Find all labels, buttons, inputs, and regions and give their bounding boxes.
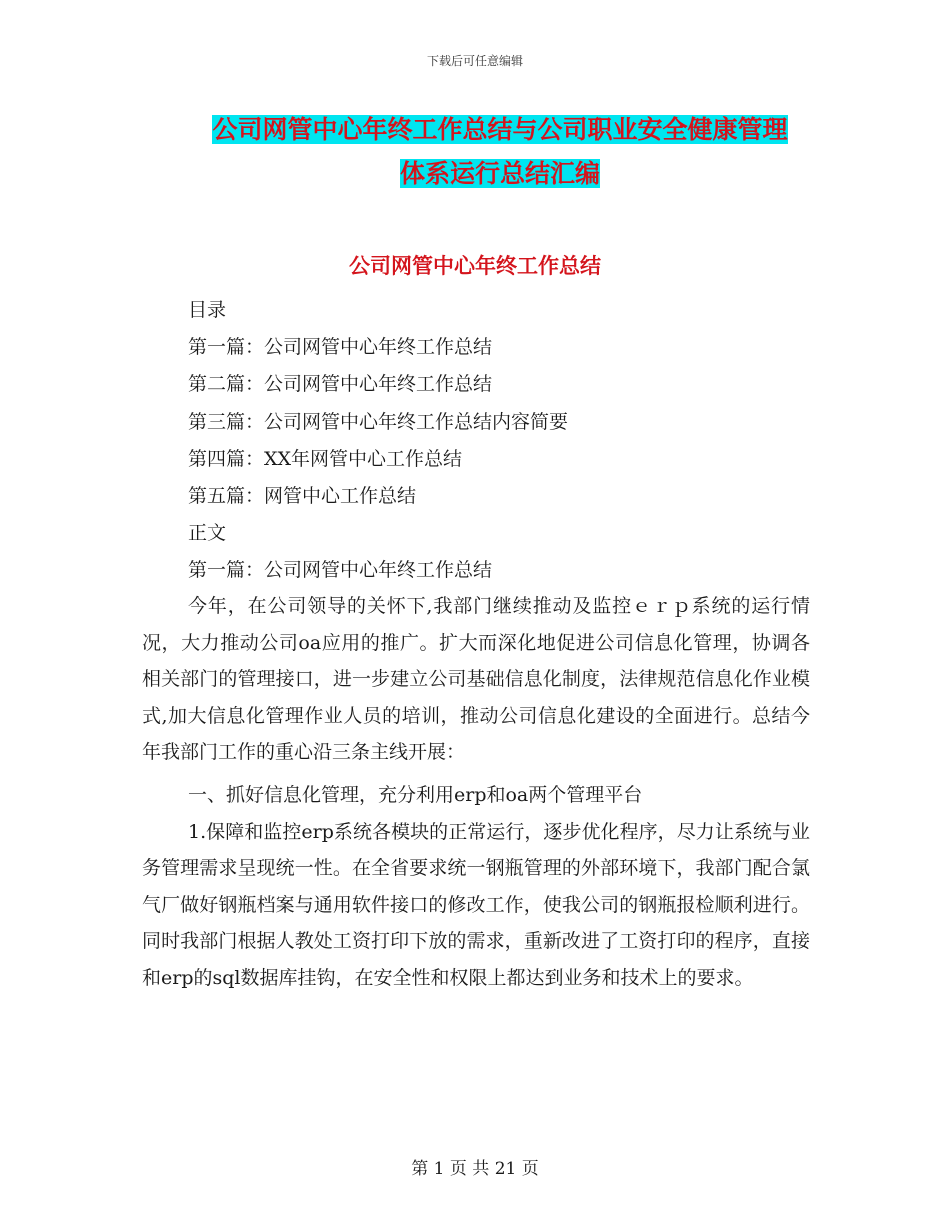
title-line-2: 体系运行总结汇编: [399, 159, 600, 188]
toc-item: 第三篇：公司网管中心年终工作总结内容简要: [188, 410, 569, 433]
body-text: [142, 588, 810, 997]
toc-item: 第四篇：XX年网管中心工作总结: [188, 447, 463, 470]
toc-item: 正文: [188, 522, 227, 545]
toc-item: 第一篇：公司网管中心年终工作总结: [188, 336, 493, 359]
toc-item: 第五篇：网管中心工作总结: [188, 485, 417, 508]
title-line-1: 公司网管中心年终工作总结与公司职业安全健康管理: [212, 115, 788, 144]
paragraph: 今年，在公司领导的关怀下,我部门继续推动及监控ｅｒｐ系统的运行情况，大力推动公司oa应用的推广。扩大而深化地促进公司信息化管理，协调各相关部门的管理接口，进一步建立公司基础信息化制度，法律规范信息化作业模式,加大信息化管理作业人员的培训，推动公司信息化建设的全面进行。总结今年我部门工作的重心沿三条主线开展：: [142, 595, 810, 764]
paragraph: 1.保障和监控erp系统各模块的正常运行，逐步优化程序，尽力让系统与业务管理需求呈现统一性。在全省要求统一钢瓶管理的外部环境下，我部门配合氯气厂做好钢瓶档案与通用软件接口的修改工作，使我公司的钢瓶报检顺利进行。同时我部门根据人教处工资打印下放的需求，重新改进了工资打印的程序，直接和erp的sql数据库挂钩，在安全性和权限上都达到业务和技术上的要求。: [142, 820, 810, 989]
toc-item: 目录: [188, 299, 227, 321]
document-title: [150, 108, 850, 196]
toc-item: 第二篇：公司网管中心年终工作总结: [188, 373, 493, 396]
section-title: 公司网管中心年终工作总结: [349, 254, 601, 278]
page-footer: 第 1 页 共 21 页: [411, 1159, 539, 1179]
paragraph: 一、抓好信息化管理，充分利用erp和oa两个管理平台: [188, 783, 643, 806]
header-note: 下载后可任意编辑: [426, 54, 523, 68]
toc-item: 第一篇：公司网管中心年终工作总结: [188, 559, 493, 582]
table-of-contents: [188, 292, 568, 590]
